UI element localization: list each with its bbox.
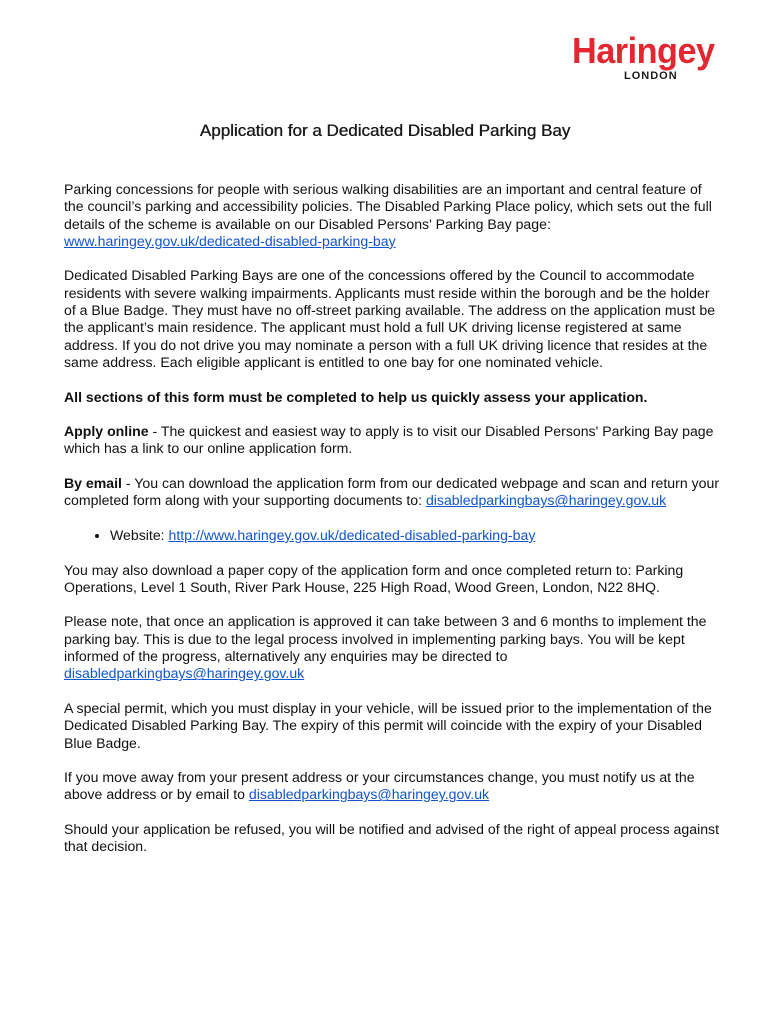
timeline-text: Please note, that once an application is approved it can take between 3 and 6 months to implement the parking bay. This is due to the legal process involved in implementing parking bays. You will be kept informed of the progress, alternatively any enquiries may be directed to xyxy=(64,613,707,665)
scheme-page-link[interactable]: www.haringey.gov.uk/dedicated-disabled-parking-bay xyxy=(64,232,396,249)
website-list xyxy=(64,527,724,544)
intro-text: Parking concessions for people with serious walking disabilities are an important and central feature of the council’s parking and accessibility policies. The Disabled Parking Place policy, which sets out the full details of the scheme is available on our Disabled Persons' Parking Bay page: xyxy=(64,181,712,232)
timeline-paragraph xyxy=(64,613,724,682)
website-label: Website: xyxy=(110,526,169,543)
change-circumstances-paragraph xyxy=(64,769,724,804)
apply-online-paragraph xyxy=(64,423,724,458)
intro-paragraph xyxy=(64,181,724,250)
apply-online-text: - The quickest and easiest way to apply is to visit our Disabled Persons' Parking Bay page which has a link to our online application form. xyxy=(64,423,714,457)
email-link[interactable]: disabledparkingbays@haringey.gov.uk xyxy=(425,492,667,509)
website-link[interactable]: http://www.haringey.gov.uk/dedicated-disabled-parking-bay xyxy=(168,526,536,543)
refusal-paragraph: Should your application be refused, you will be notified and advised of the right of appeal process against that decision. xyxy=(64,820,720,855)
list-item xyxy=(110,527,724,544)
change-text: If you move away from your present address or your circumstances change, you must notify us at the above address or by email to xyxy=(64,769,695,803)
paper-copy-paragraph: You may also download a paper copy of the application form and once completed return to: Parking Operations, Level 1 South, River Park House, 225 High Road, Wood Green, London, N22 8HQ. xyxy=(64,561,684,595)
completion-notice: All sections of this form must be completed to help us quickly assess your application. xyxy=(64,388,648,405)
document-body xyxy=(64,181,724,873)
permit-paragraph: A special permit, which you must display in your vehicle, will be issued prior to the implementation of the Dedicated Disabled Parking Bay. The expiry of this permit will coincide with the expiry of your Disabled Blue Badge. xyxy=(64,699,712,751)
logo-subtitle: LONDON xyxy=(624,70,678,82)
haringey-logo xyxy=(566,30,726,88)
logo-wordmark: Haringey xyxy=(572,30,715,71)
by-email-text: - You can download the application form from our dedicated webpage and scan and return your completed form along with your supporting documents to: xyxy=(64,475,720,509)
notify-email-link[interactable]: disabledparkingbays@haringey.gov.uk xyxy=(248,786,490,803)
by-email-paragraph xyxy=(64,475,724,510)
eligibility-paragraph: Dedicated Disabled Parking Bays are one of the concessions offered by the Council to accommodate residents with severe walking impairments. Applicants must reside within the borough and be the holder of a Blue Badge. They must have no off-street parking available. The address on the application must be the applicant’s main residence. The applicant must hold a full UK driving license registered at same address. If you do not drive you may nominate a person with a full UK driving licence that resides at the same address. Each eligible applicant is entitled to one bay for one nominated vehicle. xyxy=(64,267,716,370)
page-title: Application for a Dedicated Disabled Parking Bay xyxy=(199,121,571,140)
enquiries-email-link[interactable]: disabledparkingbays@haringey.gov.uk xyxy=(64,665,305,682)
by-email-label: By email xyxy=(64,475,122,492)
apply-online-label: Apply online xyxy=(64,423,149,440)
